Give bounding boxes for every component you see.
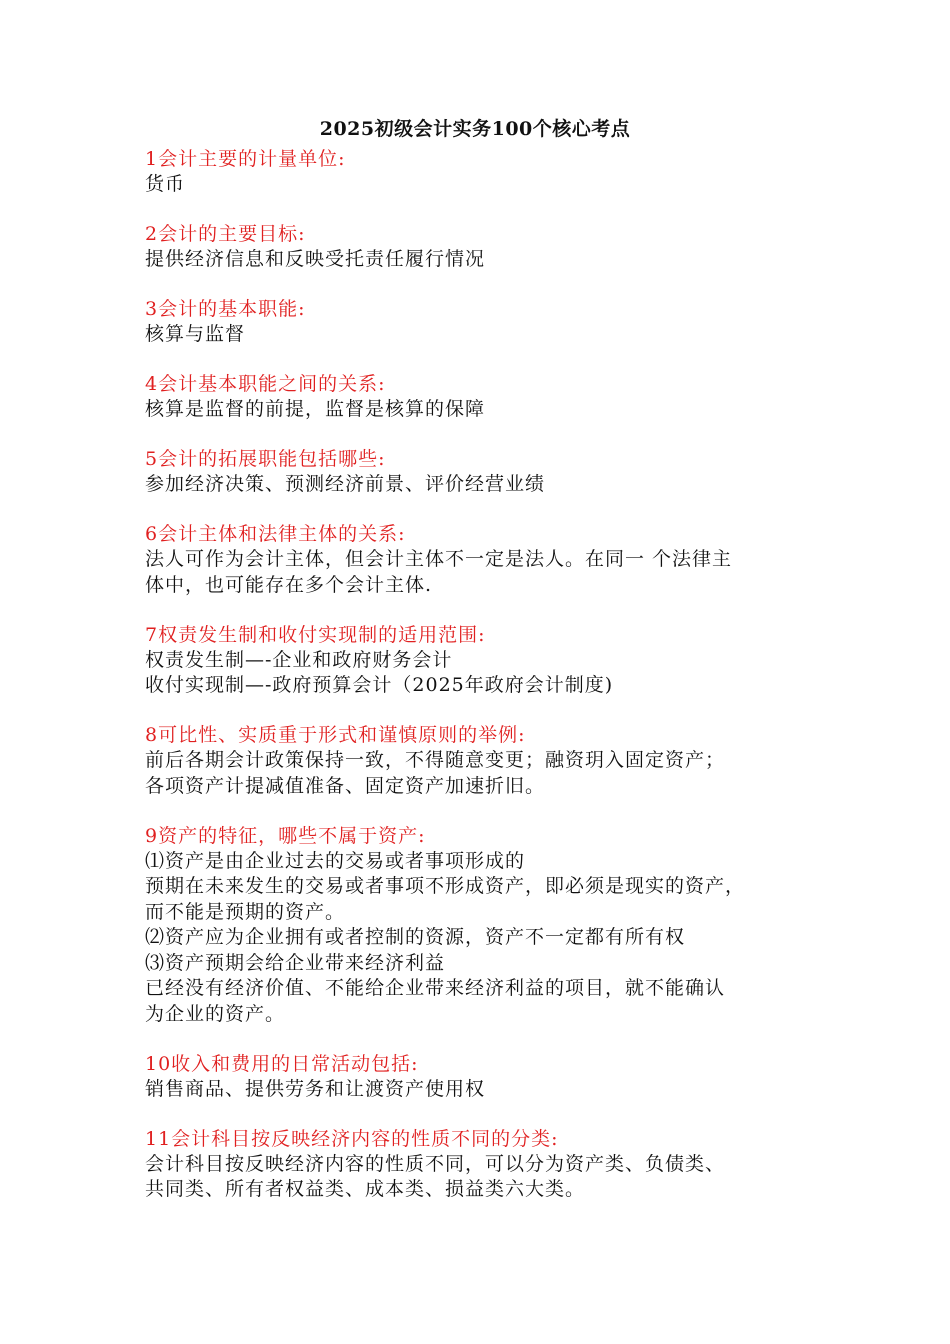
section [145,722,810,799]
section-text-line: 参加经济决策、预测经济前景、评价经营业绩 [145,473,546,495]
section [145,146,810,198]
section [145,1051,810,1103]
section-heading: 8可比性、实质重于形式和谨慎原则的举例: [145,724,526,746]
section-text-line: 各项资产计提减值准备、固定资产加速折旧。 [145,774,546,797]
section [145,446,810,498]
section-text-line: 共同类、所有者权益类、成本类、损益类六大类。 [145,1178,586,1200]
section-text-line: 已经没有经济价值、不能给企业带来经济利益的项目，就不能确认 [145,977,726,999]
section-text-line: 提供经济信息和反映受托责任履行情况 [145,248,486,270]
section-heading: 7权责发生制和收付实现制的适用范围: [145,623,486,646]
section-text-line: 而不能是预期的资产。 [145,900,346,923]
section-text-line: 权责发生制—-企业和政府财务会计 [145,648,453,671]
section-text-line: 法人可作为会计主体，但会计主体不一定是法人。在同一 个法律主 [145,548,733,570]
section-text-line: 核算与监督 [145,323,246,345]
section [145,823,810,1028]
section-heading: 3会计的基本职能: [145,298,306,320]
section-text-line: ⑴资产是由企业过去的交易或者事项形成的 [145,849,526,872]
section-text-line: 销售商品、提供劳务和让渡资产使用权 [145,1077,486,1100]
section-heading: 5会计的拓展职能包括哪些: [145,448,386,470]
section [145,371,810,423]
section-text-line: 会计科目按反映经济内容的性质不同，可以分为资产类、负债类、 [145,1152,726,1175]
section-heading: 4会计基本职能之间的关系: [145,373,386,395]
section-text-line: 收付实现制—-政府预算会计（2025年政府会计制度) [145,674,614,696]
section-heading: 2会计的主要目标: [145,223,306,245]
document-body [145,146,810,1226]
section-text-line: 前后各期会计政策保持一致，不得随意变更；融资玥入固定资产； [145,749,726,771]
section-heading: 6会计主体和法律主体的关系: [145,523,406,545]
section-heading: 1会计主要的计量单位: [145,148,346,170]
section-heading: 11会计科目按反映经济内容的性质不同的分类: [145,1127,559,1150]
page-title: 2025初级会计实务100个核心考点 [319,118,631,140]
section-text-line: ⑶资产预期会给企业带来经济利益 [145,951,446,974]
section [145,221,810,273]
section-text-line: 核算是监督的前提，监督是核算的保障 [145,398,486,420]
section [145,521,810,598]
section [145,622,810,699]
section-heading: 9资产的特征，哪些不属于资产: [145,824,426,847]
section-text-line: 货币 [145,173,186,195]
section [145,296,810,348]
section-text-line: 体中，也可能存在多个会计主体. [145,573,433,596]
section-text-line: 为企业的资产。 [145,1002,286,1025]
section-heading: 10收入和费用的日常活动包括: [145,1052,419,1075]
section-text-line: 预期在未来发生的交易或者事项不形成资产，即必须是现实的资产， [145,875,746,897]
section-text-line: ⑵资产应为企业拥有或者控制的资源，资产不一定都有所有权 [145,926,686,948]
section [145,1126,810,1203]
